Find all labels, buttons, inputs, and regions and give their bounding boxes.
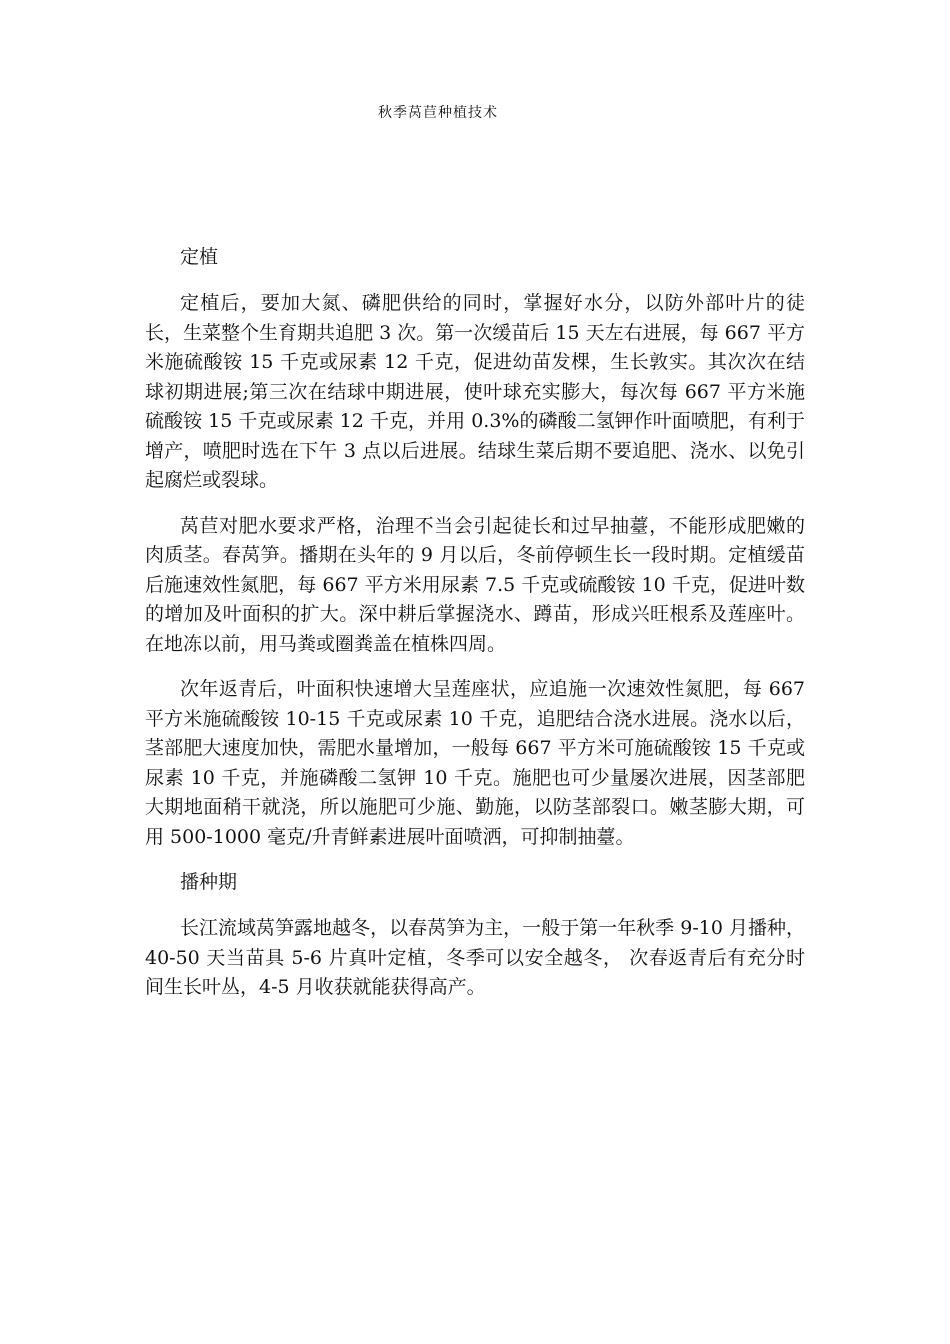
section-heading-planting: 定植 bbox=[180, 246, 219, 268]
document-title: 秋季莴苣种植技术 bbox=[378, 105, 498, 121]
paragraph-fertilizing-after-planting: 定植后，要加大氮、磷肥供给的同时，掌握好水分，以防外部叶片的徒长，生菜整个生育期共追肥 3 次。第一次缓苗后 15 天左右进展，每 667 平方米施硫酸铵 15 千克或尿素 12 千克，促进幼苗发棵，生长敦实。其次次在结球初期进展;第三次在结球中期进展，使叶球充实膨大，每次每 667 平方米施硫酸铵 15 千克或尿素 12 千克，并用 0.3%的磷酸二氢钾作叶面喷肥，有利于增产，喷肥时选在下午 3 点以后进展。结球生菜后期不要追肥、浇水、以免引起腐烂或裂球。 bbox=[145, 292, 805, 491]
paragraph-yangtze-sowing: 长江流域莴笋露地越冬，以春莴笋为主，一般于第一年秋季 9-10 月播种，40-50 天当苗具 5-6 片真叶定植，冬季可以安全越冬， 次春返青后有充分时间生长叶丛，4-5 月收获就能获得高产。 bbox=[145, 917, 805, 998]
paragraph-after-regreening: 次年返青后，叶面积快速增大呈莲座状，应追施一次速效性氮肥，每 667 平方米施硫酸铵 10-15 千克或尿素 10 千克，追肥结合浇水进展。浇水以后，茎部肥大速度加快，需肥水量增加，一般每 667 平方米可施硫酸铵 15 千克或尿素 10 千克，并施磷酸二氢钾 10 千克。施肥也可少量屡次进展，因茎部肥大期地面稍干就浇，所以施肥可少施、勤施，以防茎部裂口。嫩茎膨大期，可用 500-1000 毫克/升青鲜素进展叶面喷洒，可抑制抽薹。 bbox=[145, 678, 805, 848]
document-body bbox=[145, 243, 805, 1003]
section-heading-sowing-period: 播种期 bbox=[180, 871, 238, 893]
paragraph-fertilizer-water-requirements: 莴苣对肥水要求严格，治理不当会引起徒长和过早抽薹，不能形成肥嫩的肉质茎。春莴笋。播期在头年的 9 月以后，冬前停顿生长一段时期。定植缓苗后施速效性氮肥，每 667 平方米用尿素 7.5 千克或硫酸铵 10 千克，促进叶数的增加及叶面积的扩大。深中耕后掌握浇水、蹲苗，形成兴旺根系及莲座叶。在地冻以前，用马粪或圈粪盖在植株四周。 bbox=[145, 514, 805, 655]
